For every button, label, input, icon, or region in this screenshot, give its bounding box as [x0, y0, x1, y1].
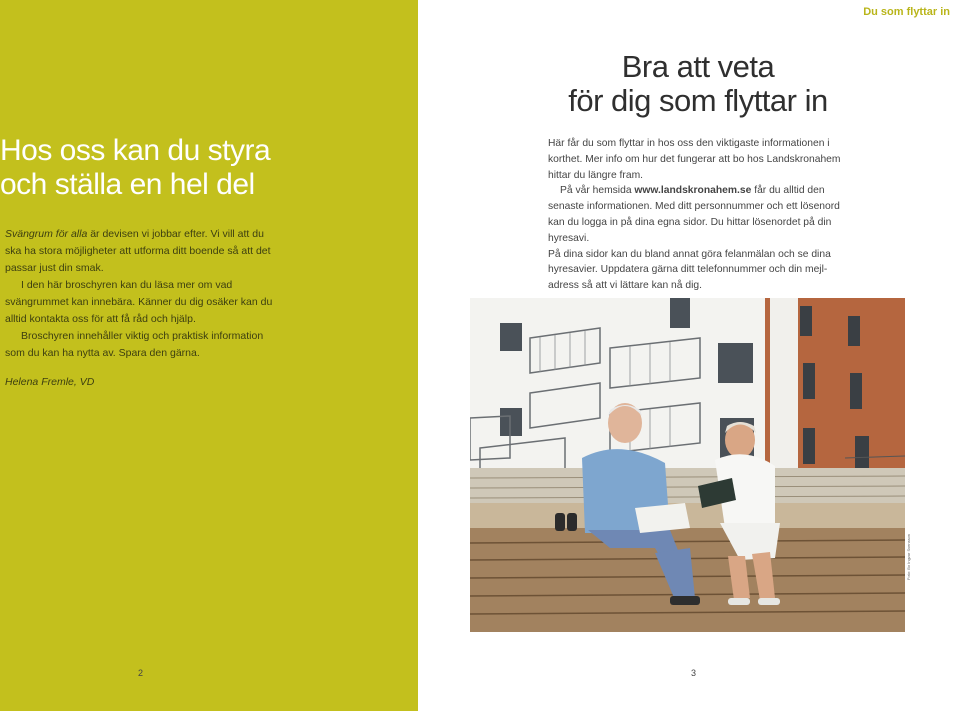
info-p2-after: får du alltid den senaste informationen. Med ditt personnummer och ett lösenord kan du logga in på dina egna sidor. Du hittar lösenordet på din hyresavi.: [548, 185, 840, 244]
right-heading-line1: Bra att veta: [621, 49, 775, 84]
website-link[interactable]: www.landskronahem.se: [634, 185, 752, 197]
page-number-left: 2: [138, 668, 144, 678]
info-paragraph-3: På dina sidor kan du bland annat göra felanmälan och se dina hyresavier. Uppdatera gärna ditt telefonnummer och din mejl-adress så att vi lättare kan nå dig.: [548, 248, 831, 292]
info-paragraph-1: Här får du som flyttar in hos oss den viktigaste informationen i korthet. Mer info om hur det fungerar att bo hos Landskronahem hittar du längre fram.: [548, 138, 841, 181]
left-heading-line2: och ställa en hel del: [0, 168, 255, 201]
intro-p1-rest: är devisen vi jobbar efter. Vi vill att du ska ha stora möjligheter att utforma ditt boende så att det passar just din smak.: [5, 228, 271, 274]
intro-paragraph-3: Broschyren innehåller viktig och praktisk information som du kan ha nytta av. Spara den gärna.: [5, 330, 264, 359]
intro-text: [5, 226, 275, 362]
info-p2-before: På vår hemsida: [560, 185, 635, 197]
right-heading-line2: för dig som flyttar in: [568, 83, 828, 118]
page-number-right: 3: [691, 668, 697, 678]
section-tag: Du som flyttar in: [863, 6, 950, 18]
intro-paragraph-1: [5, 226, 275, 277]
right-page: [418, 0, 960, 711]
info-text: [548, 136, 848, 294]
photo-credit: Foto: Bo Ingvar Svensson: [906, 533, 911, 580]
photo-illustration: [470, 298, 905, 632]
right-page-heading: [548, 50, 848, 118]
left-heading-line1: Hos oss kan du styra: [0, 134, 271, 167]
left-page: [0, 0, 418, 711]
intro-motto: Svängrum för alla: [5, 228, 88, 240]
left-page-heading: [0, 134, 410, 202]
intro-paragraph-2: I den här broschyren kan du läsa mer om vad svängrummet kan innebära. Känner du dig osäker kan du alltid kontakta oss för att få råd och hjälp.: [5, 279, 273, 325]
info-paragraph-2: [548, 183, 848, 246]
signature: Helena Fremle, VD: [5, 376, 95, 388]
residents-photo: [470, 298, 905, 632]
